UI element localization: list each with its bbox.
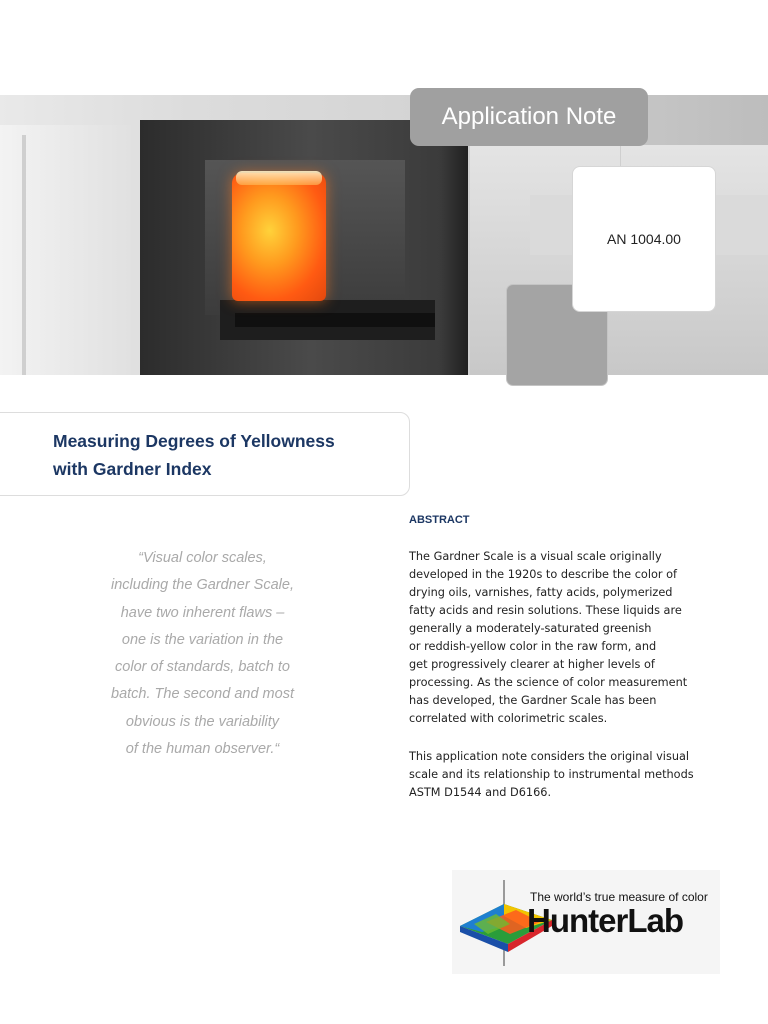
abstract-heading: ABSTRACT bbox=[409, 514, 470, 526]
abstract-paragraph-2 bbox=[409, 748, 719, 802]
orange-cuvette bbox=[232, 173, 326, 301]
quote-line: including the Gardner Scale, bbox=[111, 577, 294, 594]
page-title bbox=[53, 427, 393, 483]
instrument-edge bbox=[22, 135, 26, 375]
hero-fade bbox=[0, 0, 768, 95]
logo-tagline: The world’s true measure of color bbox=[530, 890, 708, 904]
quote-line: batch. The second and most bbox=[111, 686, 294, 703]
abstract-line: developed in the 1920s to describe the color of bbox=[409, 568, 678, 581]
cuvette-top bbox=[236, 171, 322, 185]
abstract-line: The Gardner Scale is a visual scale originally bbox=[409, 550, 662, 563]
title-line-1: Measuring Degrees of Yellowness bbox=[53, 431, 335, 451]
abstract-line: or reddish-yellow color in the raw form, and bbox=[409, 640, 657, 653]
application-note-label: Application Note bbox=[410, 88, 648, 146]
pull-quote bbox=[80, 545, 325, 763]
quote-line: have two inherent flaws – bbox=[120, 604, 285, 621]
note-number: AN 1004.00 bbox=[607, 231, 681, 247]
note-number-box bbox=[572, 166, 716, 312]
abstract-line: scale and its relationship to instrumental methods bbox=[409, 768, 694, 781]
abstract-line: processing. As the science of color measurement bbox=[409, 676, 688, 689]
quote-line: obvious is the variability bbox=[125, 713, 280, 730]
abstract-line: has developed, the Gardner Scale has been bbox=[409, 694, 657, 707]
abstract-line: This application note considers the original visual bbox=[409, 750, 690, 763]
abstract-line: ASTM D1544 and D6166. bbox=[409, 786, 552, 799]
abstract-line: drying oils, varnishes, fatty acids, polymerized bbox=[409, 586, 673, 599]
sample-tray-lip bbox=[235, 313, 435, 327]
abstract-line: generally a moderately-saturated greenish bbox=[409, 622, 652, 635]
title-line-2: with Gardner Index bbox=[53, 459, 212, 479]
chamber-door bbox=[440, 145, 468, 375]
quote-line: of the human observer.“ bbox=[125, 741, 280, 758]
abstract-line: correlated with colorimetric scales. bbox=[409, 712, 608, 725]
quote-line: “Visual color scales, bbox=[138, 550, 267, 566]
logo-brand: HunterLab bbox=[527, 902, 683, 939]
abstract-line: fatty acids and resin solutions. These liquids are bbox=[409, 604, 682, 617]
connector-line bbox=[620, 146, 621, 166]
abstract-paragraph-1 bbox=[409, 548, 719, 728]
quote-line: one is the variation in the bbox=[121, 631, 284, 648]
abstract-line: get progressively clearer at higher levels of bbox=[409, 658, 655, 671]
quote-line: color of standards, batch to bbox=[115, 659, 290, 676]
